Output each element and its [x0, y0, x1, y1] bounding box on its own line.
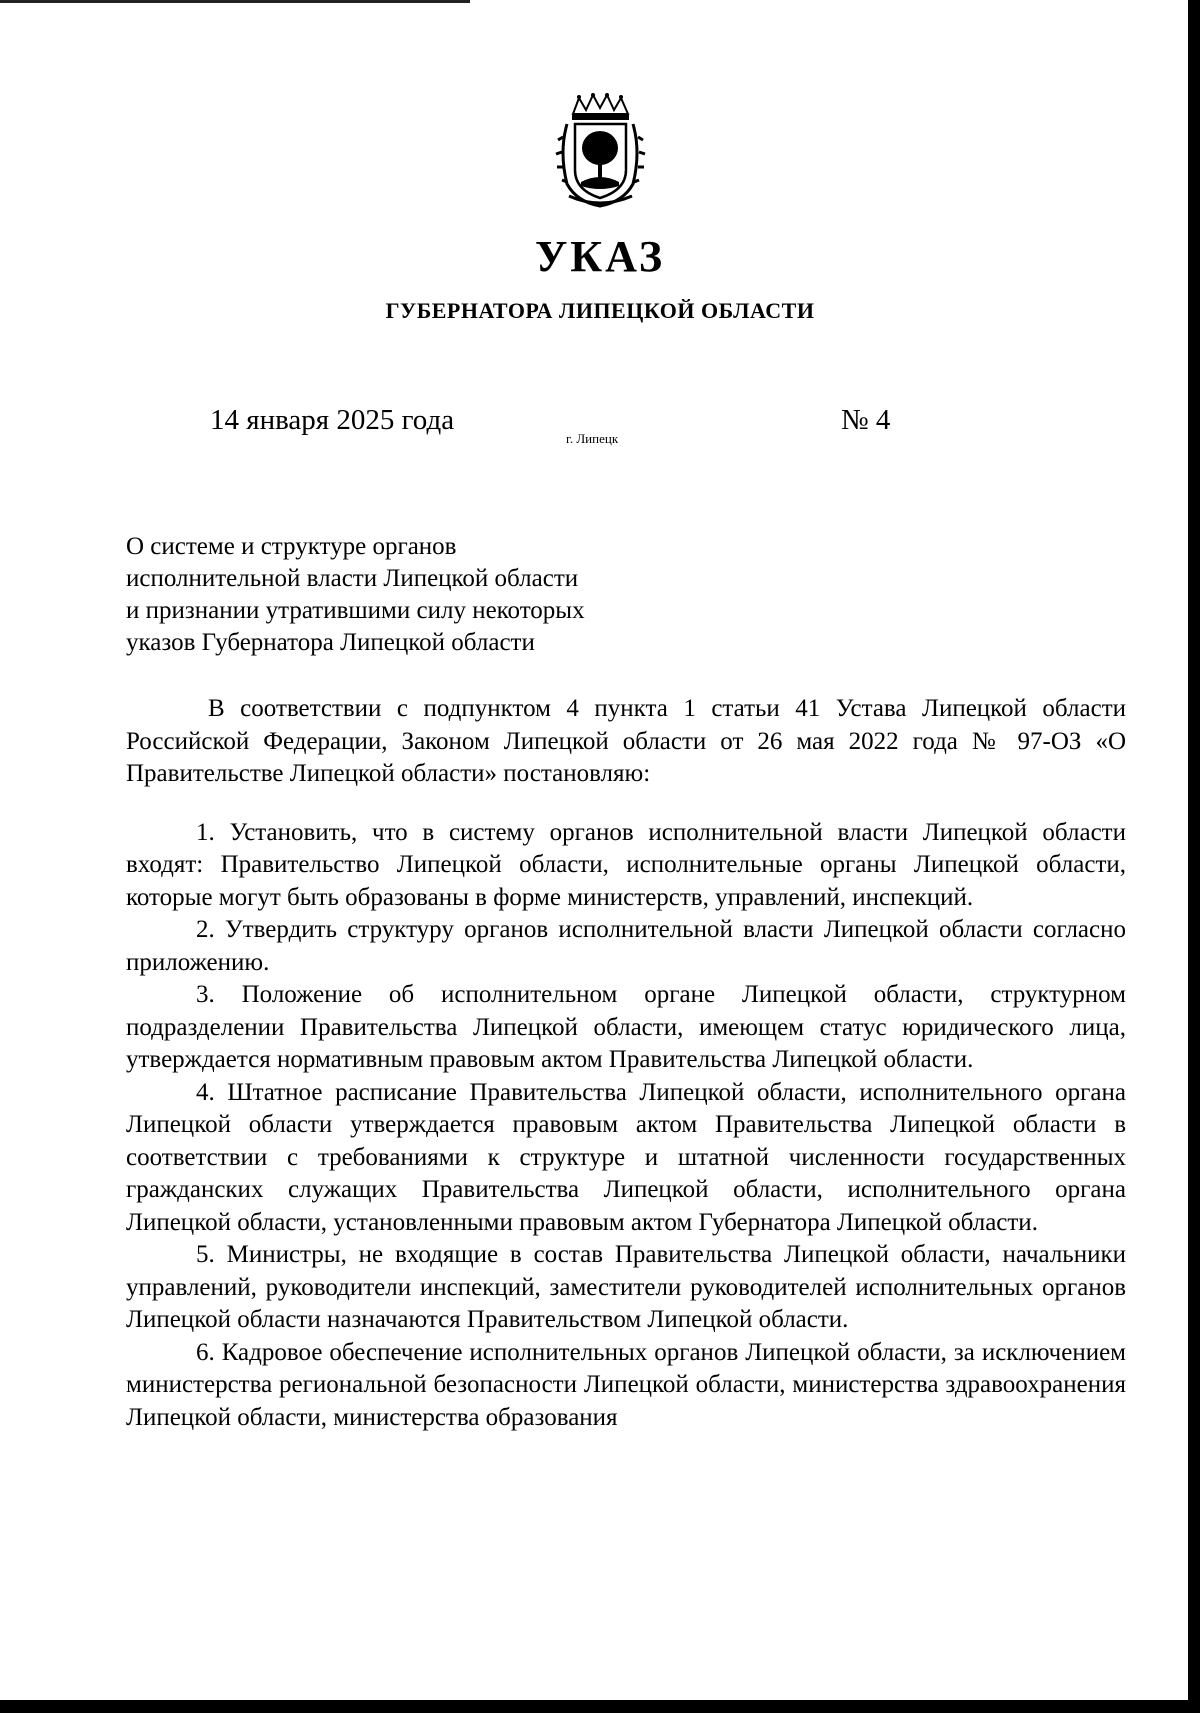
decree-number: № 4 — [841, 404, 891, 436]
item-paragraph-3: 3. Положение об исполнительном органе Липецкой области, структурном подразделении Правительства Липецкой области, имеющем статус юридического лица, утверждается нормативным правовым актом Правительства Липецкой области. — [126, 981, 1126, 1073]
decree-date: 14 января 2025 года — [210, 404, 455, 436]
decree-city: г. Липецк — [566, 431, 619, 446]
preamble-paragraph: В соответствии с подпунктом 4 пункта 1 статьи 41 Устава Липецкой области Российской Федерации, Законом Липецкой области от 26 мая 2022 года № 97-ОЗ «О Правительстве Липецкой области» постановляю: — [126, 695, 1126, 787]
subject-line: указов Губернатора Липецкой области — [126, 629, 535, 656]
item-paragraph-2: 2. Утвердить структуру органов исполнительной власти Липецкой области согласно приложению. — [126, 916, 1126, 976]
subject-line: О системе и структуре органов — [126, 533, 457, 560]
decree-body — [126, 693, 1126, 1434]
coat-of-arms-emblem — [553, 92, 648, 212]
document-subtitle: ГУБЕРНАТОРА ЛИПЕЦКОЙ ОБЛАСТИ — [385, 298, 815, 323]
decree-subject — [126, 531, 746, 659]
scan-bottom-edge — [0, 1700, 1200, 1713]
item-paragraph-6: 6. Кадровое обеспечение исполнительных органов Липецкой области, за исключением министерства региональной безопасности Липецкой области, министерства здравоохранения Липецкой области, министерства образования — [126, 1338, 1126, 1431]
item-paragraph-4: 4. Штатное расписание Правительства Липецкой области, исполнительного органа Липецкой области утверждается правовым актом Правительства Липецкой области в соответствии с требованиями к структуре и штатной численности государственных гражданских служащих Правительства Липецкой области, исполнительного органа Липецкой области, установленными правовым актом Губернатора Липецкой области. — [126, 1078, 1126, 1236]
scan-top-line — [0, 0, 470, 3]
document-title: УКАЗ — [534, 232, 666, 281]
subject-line: и признании утратившими силу некоторых — [126, 597, 585, 624]
subject-line: исполнительной власти Липецкой области — [126, 565, 579, 592]
item-paragraph-1: 1. Установить, что в систему органов исполнительной власти Липецкой области входят: Правительство Липецкой области, исполнительные органы Липецкой области, которые могут быть образованы в форме министерств, управлений, инспекций. — [126, 818, 1126, 911]
item-paragraph-5: 5. Министры, не входящие в состав Правительства Липецкой области, начальники управлений, руководители инспекций, заместители руководителей исполнительных органов Липецкой области назначаются Правительством Липецкой области. — [126, 1241, 1126, 1333]
